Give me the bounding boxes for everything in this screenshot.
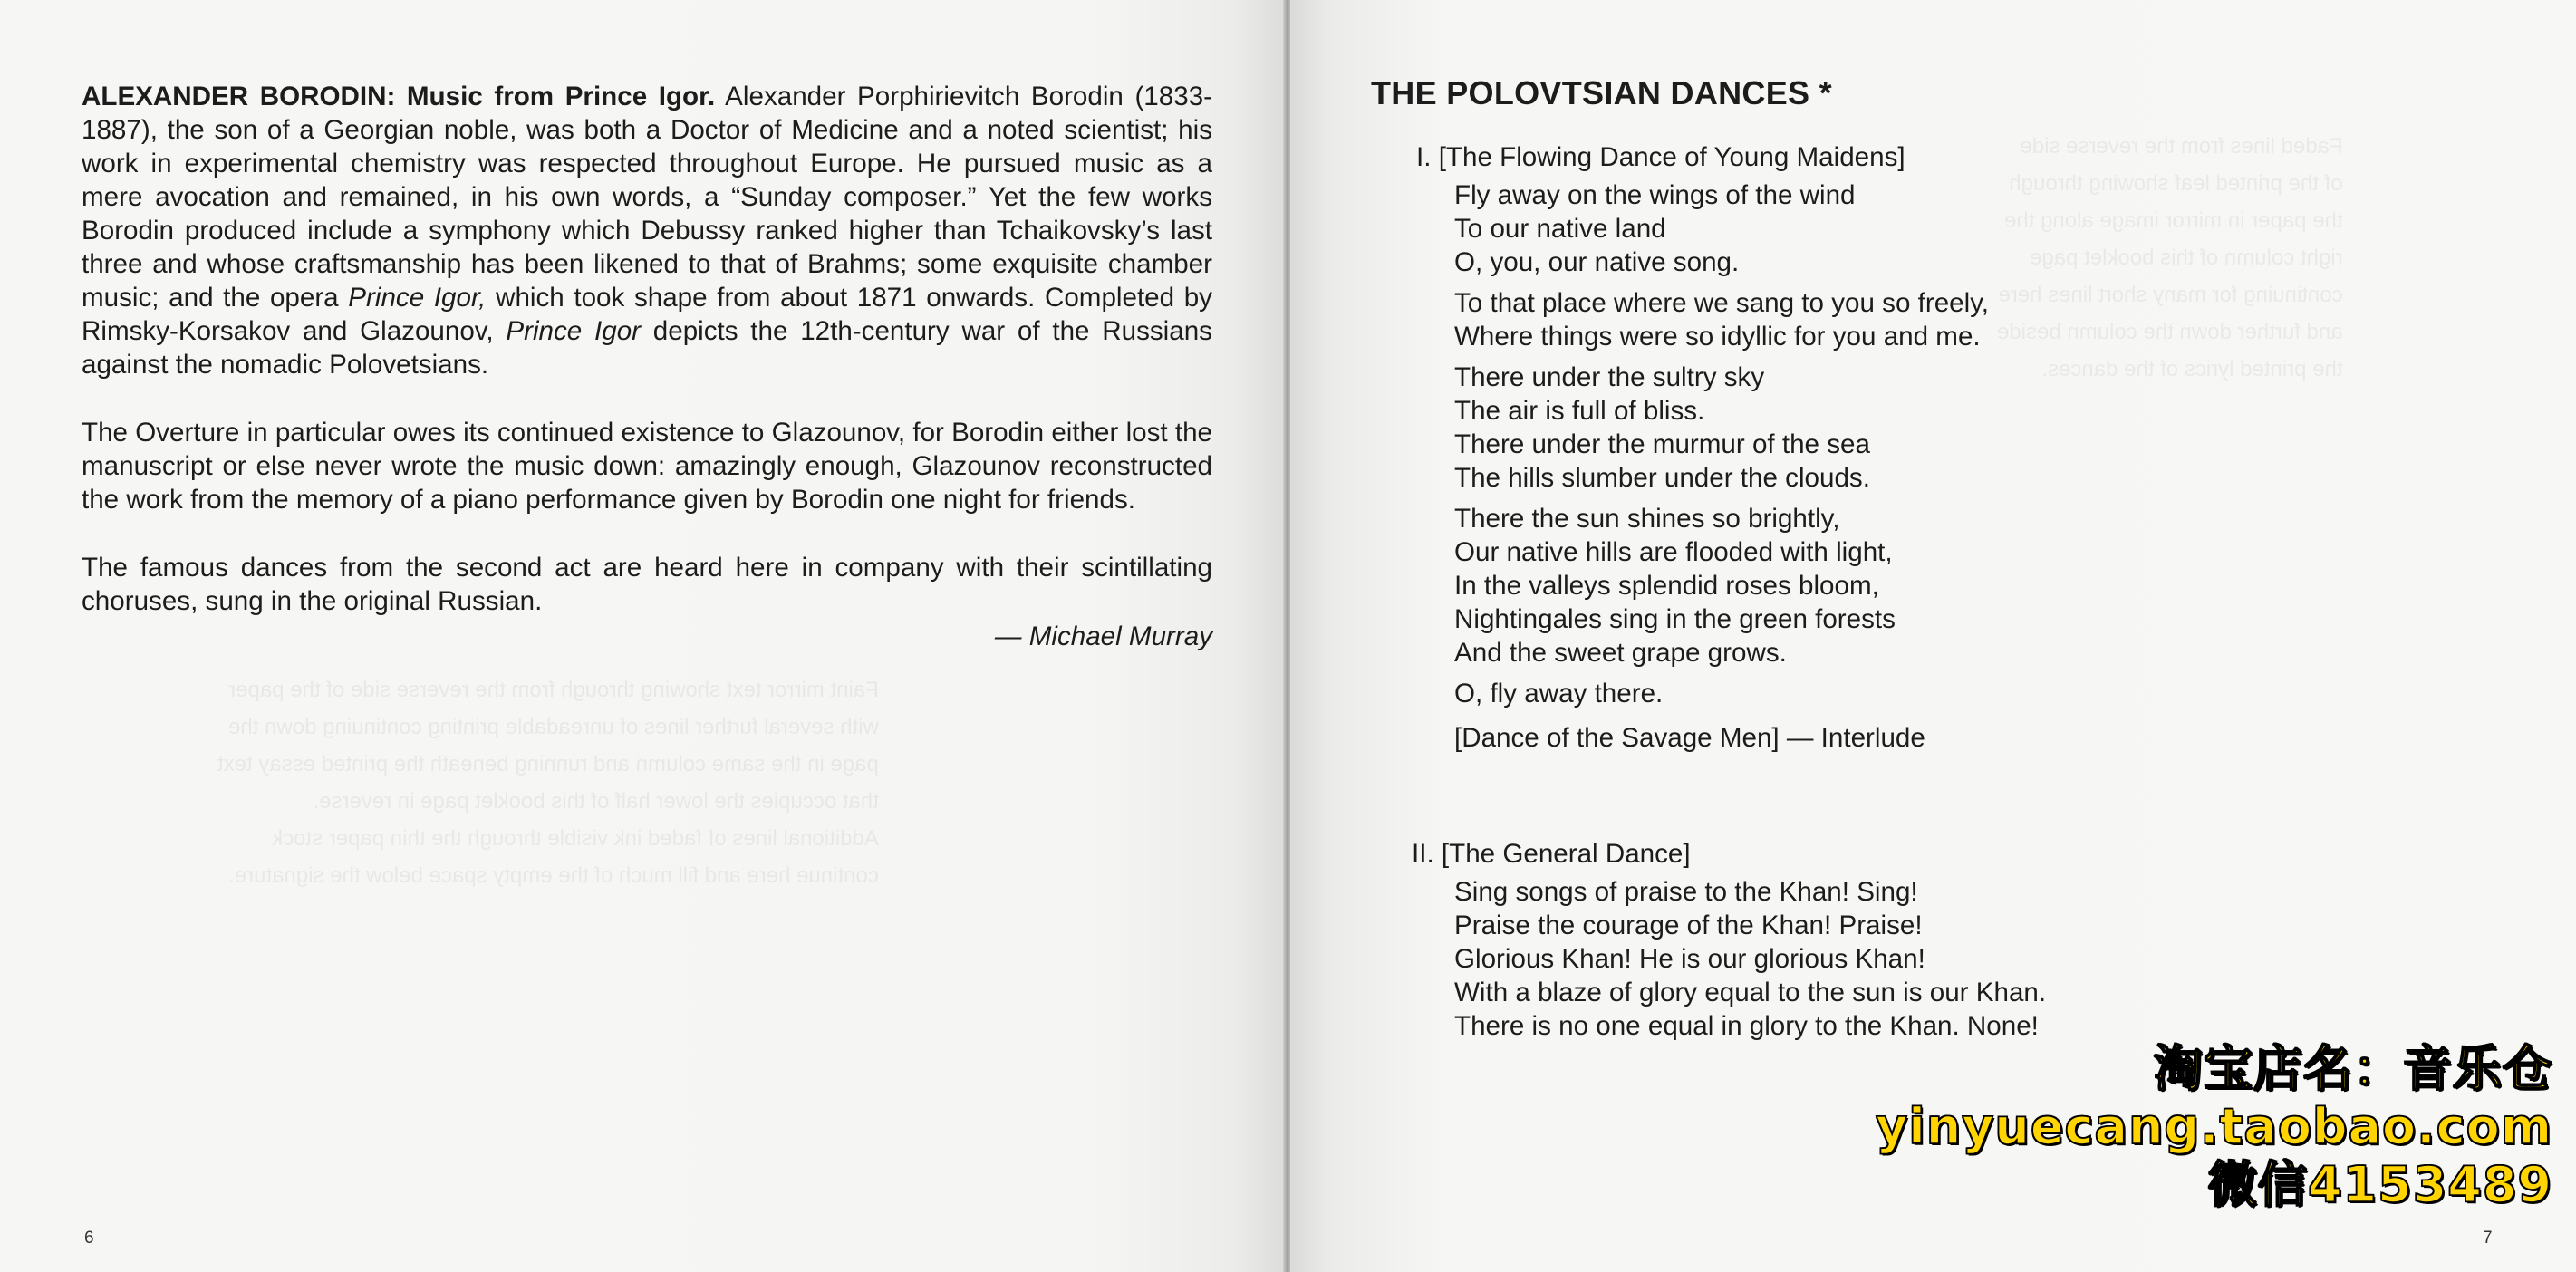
section-2-lyrics — [1454, 875, 2227, 1043]
stanza: Fly away on the wings of the wind To our native land O, you, our native song. — [1454, 180, 1856, 277]
stanza: There under the sultry sky The air is full of bliss. There under the murmur of the sea The hills slumber under the clouds. — [1454, 362, 1870, 493]
interlude-note: [Dance of the Savage Men] — Interlude — [1454, 723, 1925, 753]
stanza: O, fly away there. — [1454, 679, 1664, 708]
watermark-url: yinyuecang.taobao.com — [1876, 1098, 2552, 1155]
section-2 — [1412, 837, 2227, 1043]
stanza: Sing songs of praise to the Khan! Sing! Praise the courage of the Khan! Praise! Glorious Khan! He is our glorious Khan! With a blaze of glory equal to the sun is our Khan. There is no one equal in glory to the Khan. None! — [1454, 877, 2047, 1041]
bleed-through-text: Faded lines from the reverse side of the printed leaf showing through the paper in mirror image along the right column of this booklet page continuing for many short lines here and further down the column beside the printed lyrics of the dances. — [1997, 134, 2343, 381]
essay-paragraph-1: ALEXANDER BORODIN: Music from Prince Igor. Alexander Porphirievitch Borodin (1833-1887), the son of a Georgian noble, was both a Doctor of Medicine and a noted scientist; his work in experimental chemistry was respected throughout Europe. He pursued music as a mere avocation and remained, in his own words, a “Sunday composer.” Yet the few works Borodin produced include a symphony which Debussy ranked higher than Tchaikovsky’s last three and whose craftsmanship has been likened to that of Brahms; some exquisite chamber music; and the opera Prince Igor, which took shape from about 1871 onwards. Completed by Rimsky-Korsakov and Glazounov, Prince Igor depicts the 12th-century war of the Russians against the nomadic Polovetsians. — [82, 82, 1213, 380]
stanza: To that place where we sang to you so freely, Where things were so idyllic for you and me. — [1454, 288, 1990, 352]
author-signature: — Michael Murray — [994, 622, 1212, 651]
essay-paragraph-3: The famous dances from the second act are heard here in company with their scintillating choruses, sung in the original Russian. — [82, 553, 1212, 616]
page-number-right: 7 — [2483, 1229, 2493, 1248]
watermark-shop-name: 淘宝店名：音乐仓 — [2154, 1040, 2552, 1097]
section-2-heading: II. [The General Dance] — [1412, 839, 1691, 869]
shop-watermark — [1876, 1040, 2552, 1214]
page-number-left: 6 — [84, 1229, 94, 1248]
essay-heading: ALEXANDER BORODIN: Music from Prince Igor. — [82, 82, 716, 111]
section-1 — [1416, 140, 2232, 755]
section-1-heading: I. [The Flowing Dance of Young Maidens] — [1416, 142, 1905, 172]
essay-paragraph-2: The Overture in particular owes its continued existence to Glazounov, for Borodin either lost the manuscript or else never wrote the music down: amazingly enough, Glazounov reconstructed the work from the memory of a piano performance given by Borodin one night for friends. — [82, 418, 1212, 515]
stanza: There the sun shines so brightly, Our native hills are flooded with light, In the valleys splendid roses bloom, Nightingales sing in the green forests And the sweet grape grows. — [1454, 504, 1896, 668]
page-title: THE POLOVTSIAN DANCES * — [1371, 74, 1832, 111]
essay-text — [82, 80, 1212, 688]
watermark-wechat: 微信4153489 — [2207, 1156, 2552, 1213]
section-1-lyrics — [1454, 178, 2232, 755]
bleed-through-text: Faint mirror text showing through from the reverse side of the paper with several further lines of unreadable printing continuing down the page in the same column and running beneath the printed essay text that occupies the lower half of this booklet page in reverse. Additional lines of faded ink visible through the thin paper stock continue here and fill much of the empty space below the signature. — [217, 678, 879, 888]
left-page — [0, 0, 1285, 1272]
